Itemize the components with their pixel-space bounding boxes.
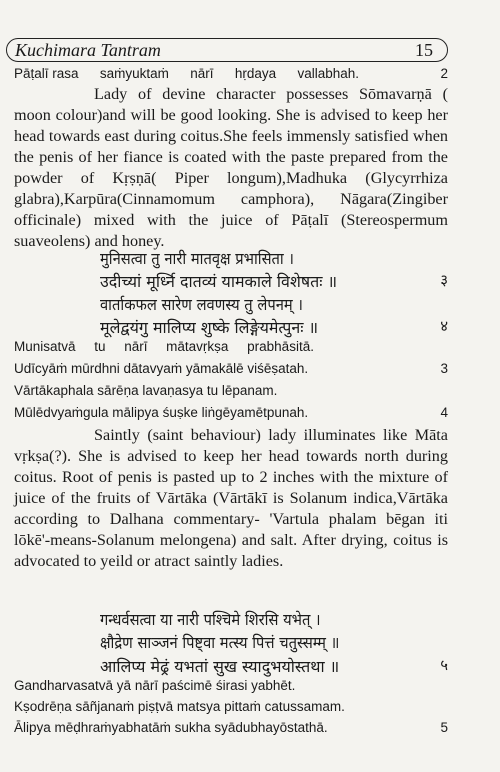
translit-text: Udīcyāṁ mūrdhni dātavyaṁ yāmakālē viśēṣatah.	[14, 361, 309, 376]
word: vallabhah.	[297, 66, 359, 81]
verse-5-translit-line	[14, 699, 448, 718]
verse-5-translit-line	[14, 720, 448, 739]
page-number: 15	[415, 40, 433, 60]
verse-number: 5	[440, 720, 448, 735]
translit-text: Ālipya mēḍhraṁyabhatāṁ sukha syādubhayōstathā.	[14, 720, 328, 735]
verse-number: ३	[440, 271, 448, 289]
word: Munisatvā	[14, 339, 76, 354]
sanskrit-line: मुनिसत्वा तु नारी मातवृक्ष प्रभासिता ।	[100, 249, 294, 268]
sanskrit-text: उदीच्यां मूर्ध्नि दातव्यं यामकाले विशेषतः ॥	[100, 272, 338, 291]
word: nārī	[124, 339, 148, 354]
commentary-paragraph-2	[14, 425, 448, 572]
book-title: Kuchimara Tantram	[15, 40, 161, 60]
sanskrit-line: गन्धर्वसत्वा या नारी पश्चिमे शिरसि यभेत् ।	[100, 610, 321, 629]
sanskrit-text: आलिप्य मेढ्रं यभतां सुख स्यादुभयोस्तथा ॥	[100, 657, 340, 676]
verse-3-translit-line	[14, 361, 448, 380]
verse-3-translit-line	[14, 339, 448, 358]
sanskrit-line	[100, 270, 448, 292]
sanskrit-line: वार्ताकफल सारेण लवणस्य तु लेपनम् ।	[100, 295, 303, 314]
translit-text: Gandharvasatvā yā nārī paścimē śirasi yabhēt.	[14, 678, 296, 693]
translit-text: Vārtākaphala sārēṇa lavaṇasya tu lēpanam.	[14, 383, 278, 398]
word: prabhāsitā.	[247, 339, 314, 354]
running-header	[6, 38, 448, 62]
paragraph-text: Lady of devine character possesses Sōmavarṇā ( moon colour)and will be good looking. She is advised to keep her head towards east during coitus.She feels immensly satisfied when the penis of her fiance is coated with the paste prepared from the powder of Kṛṣṇā( Piper longum),Madhuka (Glycyrrhiza glabra),Karpūra(Cinnamomum camphora), Nāgara(Zingiber officinale) mixed with the juice of Pāṭalī (Stereospermum suaveolens) and honey.	[14, 85, 448, 250]
verse-5-translit-line	[14, 678, 448, 697]
word: saṁyuktaṁ	[99, 66, 169, 81]
translit-text: Mūlēdvyaṁgula mālipya śuṣke liṅgēyamētpunah.	[14, 405, 309, 420]
verse-3-translit-line	[14, 383, 448, 402]
verse-number: ५	[440, 656, 448, 674]
word: hṛdaya	[234, 66, 277, 81]
sanskrit-line	[100, 655, 448, 677]
verse-number: ४	[440, 317, 448, 335]
paragraph-text: Saintly (saint behaviour) lady illuminates like Māta vṛkṣa(?). She is advised to keep her head towards north during coitus. Root of penis is pasted up to 2 inches with the mixture of juice of the fruits of Vārtāka (Vārtākī is Solanum indica,Vārtāka according to Dalhana commentary- 'Vartula phalam bēgan iti lōkē'-means-Solanum melongena) and salt. After drying, coitus is advocated to yeild or atract saintly ladies.	[14, 426, 448, 570]
word: nārī	[190, 66, 214, 81]
verse-number: 3	[440, 361, 448, 376]
verse-3-translit-line	[14, 405, 448, 424]
verse-number: 4	[440, 405, 448, 420]
sanskrit-line: क्षौद्रेण साञ्जनं पिष्ट्वा मत्स्य पित्तं चतुस्सम्म् ॥	[100, 633, 340, 652]
word: Pāṭalī rasa	[14, 66, 79, 81]
commentary-paragraph-1	[14, 84, 448, 252]
sanskrit-line	[100, 316, 448, 338]
sanskrit-text: मूलेद्वयंगु मालिप्य शुष्के लिङ्गेयमेत्पुनः ॥	[100, 318, 319, 337]
word: mātavṛkṣa	[166, 339, 229, 354]
verse-2-translit	[14, 66, 448, 85]
word: tu	[94, 339, 106, 354]
verse-number: 2	[440, 66, 448, 81]
translit-text: Kṣodrēṇa sāñjanaṁ piṣṭvā matsya pittaṁ catussamam.	[14, 699, 345, 714]
